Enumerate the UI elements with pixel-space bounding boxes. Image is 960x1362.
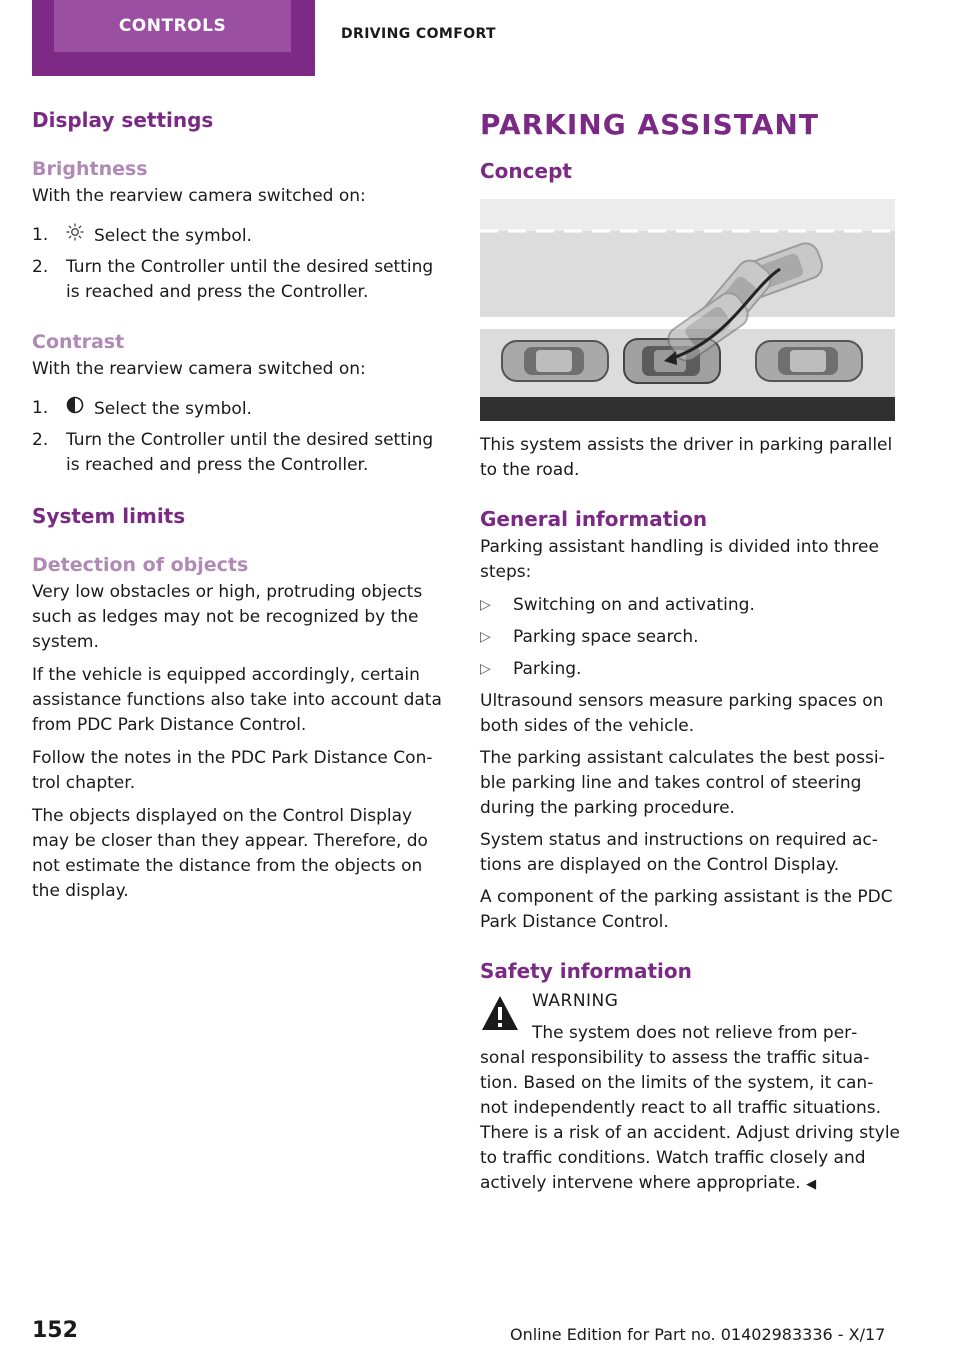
general-heading: General information	[480, 507, 708, 531]
step-text: Select the symbol.	[94, 226, 252, 246]
step-text: Turn the Controller until the desired setting is reached and press the Controller.	[66, 430, 434, 475]
concept-heading: Concept	[480, 159, 572, 183]
header-tab-label: CONTROLS	[54, 0, 291, 52]
sun-icon	[66, 223, 94, 249]
general-paragraph: The parking assistant calculates the best possi‐ ble parking line and takes control of steering during the parking procedure.	[480, 748, 885, 818]
parked-car-icon	[756, 341, 862, 381]
detection-paragraph: Very low obstacles or high, protruding objects such as ledges may not be recognized by the system.	[32, 582, 423, 652]
parked-car-icon	[502, 341, 608, 381]
end-mark-icon: ◀	[806, 1177, 817, 1192]
general-paragraph: A component of the parking assistant is the PDC Park Distance Control.	[480, 887, 893, 932]
step-text: Parking space search.	[513, 627, 699, 647]
display-settings-heading: Display settings	[32, 108, 214, 132]
left-column	[32, 108, 452, 904]
warning-text: sonal responsibility to assess the traffic situa‐ tion. Based on the limits of the system, it can‐ not independently react to all traffic situations. There is a risk of an accident. Adjust driving style to traffic conditions. Watch traffic closely and actively intervene where appropriate. ◀	[480, 1048, 901, 1193]
detection-paragraph: If the vehicle is equipped accordingly, certain assistance functions also take into account data from PDC Park Distance Control.	[32, 665, 442, 735]
list-item	[480, 625, 900, 650]
contrast-steps	[32, 396, 452, 478]
general-paragraph: System status and instructions on required ac‐ tions are displayed on the Control Display.	[480, 830, 878, 875]
brightness-heading: Brightness	[32, 158, 148, 180]
list-item	[32, 223, 452, 249]
page-number: 152	[32, 1318, 78, 1343]
step-number: 2.	[32, 257, 49, 277]
detection-paragraph: The objects displayed on the Control Display may be closer than they appear. Therefore, do not estimate the distance from the objects on the display.	[32, 806, 428, 901]
concept-text: This system assists the driver in parking parallel to the road.	[480, 435, 893, 480]
list-item	[480, 593, 900, 618]
steps-list	[480, 593, 900, 682]
parking-illustration	[480, 199, 895, 421]
step-text: Turn the Controller until the desired setting is reached and press the Controller.	[66, 257, 434, 302]
list-item	[32, 396, 452, 422]
detection-heading: Detection of objects	[32, 554, 249, 576]
triangle-bullet-icon: ▷	[480, 661, 491, 677]
warning-block	[480, 989, 900, 1046]
warning-label: WARNING	[532, 991, 619, 1011]
general-paragraph: Ultrasound sensors measure parking spaces on both sides of the vehicle.	[480, 691, 884, 736]
step-number: 2.	[32, 430, 49, 450]
list-item	[32, 255, 452, 305]
safety-heading: Safety information	[480, 959, 692, 983]
step-number: 1.	[32, 225, 49, 245]
step-text: Select the symbol.	[94, 399, 252, 419]
list-item	[32, 428, 452, 478]
detection-paragraph: Follow the notes in the PDC Park Distance Con‐ trol chapter.	[32, 748, 433, 793]
step-text: Switching on and activating.	[513, 595, 755, 615]
triangle-bullet-icon: ▷	[480, 629, 491, 645]
triangle-bullet-icon: ▷	[480, 597, 491, 613]
header-tab-controls	[32, 0, 315, 76]
header-section-label: DRIVING COMFORT	[341, 26, 497, 42]
brightness-intro: With the rearview camera switched on:	[32, 186, 366, 206]
page-title: PARKING ASSISTANT	[480, 108, 819, 141]
warning-triangle-icon	[480, 993, 520, 1033]
right-column	[480, 108, 900, 1197]
contrast-heading: Contrast	[32, 331, 125, 353]
contrast-intro: With the rearview camera switched on:	[32, 359, 366, 379]
step-text: Parking.	[513, 659, 582, 679]
brightness-steps	[32, 223, 452, 305]
edition-note: Online Edition for Part no. 01402983336 - X/17	[510, 1325, 886, 1344]
step-number: 1.	[32, 398, 49, 418]
system-limits-heading: System limits	[32, 504, 186, 528]
list-item	[480, 657, 900, 682]
warning-first-line: The system does not relieve from per‐	[532, 1023, 858, 1043]
general-intro: Parking assistant handling is divided into three steps:	[480, 537, 879, 582]
contrast-icon	[66, 396, 94, 422]
